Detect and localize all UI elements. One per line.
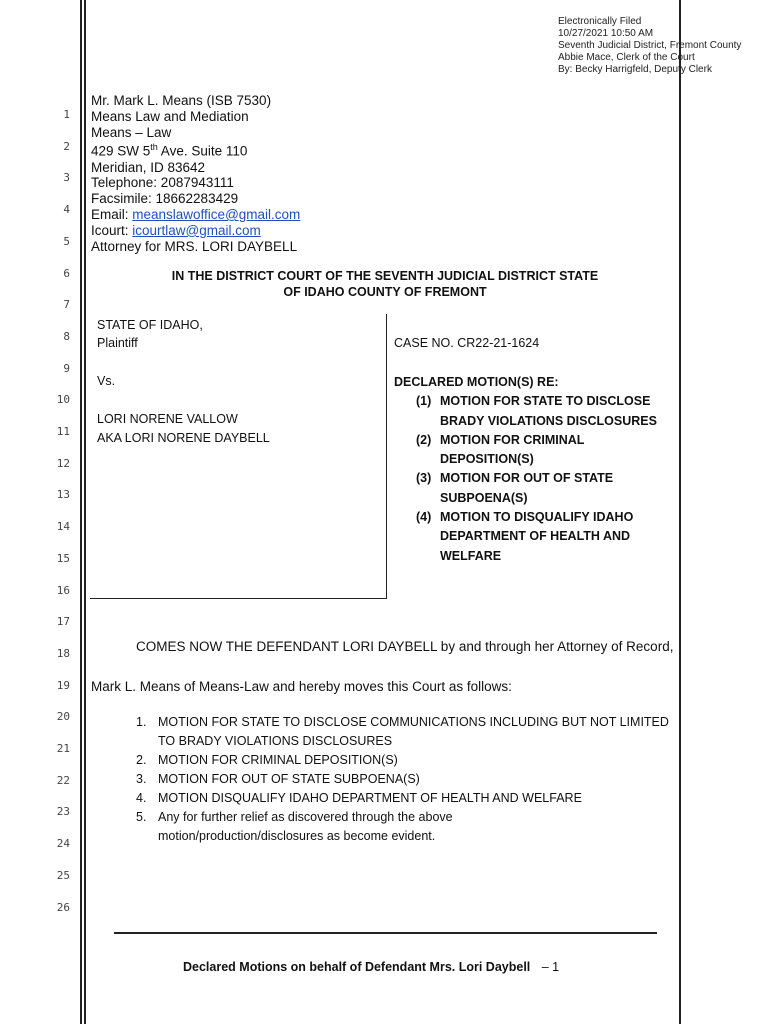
city-state-zip: Meridian, ID 83642 (91, 159, 206, 175)
plaintiff-role: Plaintiff (97, 336, 138, 350)
motion-number: (1) (416, 394, 432, 409)
relief-item (136, 808, 678, 846)
line-number: 25 (56, 868, 70, 882)
line-number: 20 (56, 710, 70, 724)
defendant-name: LORI NORENE VALLOW (97, 412, 238, 426)
facsimile: Facsimile: 18662283429 (91, 191, 239, 207)
motion-number: (2) (416, 432, 432, 447)
firm-short-name: Means – Law (91, 124, 172, 140)
motion-item (394, 431, 670, 470)
declared-motions (394, 373, 670, 566)
line-number: 4 (63, 203, 70, 217)
motion-item (394, 469, 670, 508)
line-number: 18 (56, 646, 70, 660)
firm-name: Means Law and Mediation (91, 108, 249, 124)
relief-number: 4. (136, 791, 147, 805)
footer-page-number: – 1 (541, 960, 560, 974)
relief-item (136, 789, 678, 808)
line-number: 22 (56, 773, 70, 787)
telephone: Telephone: 2087943111 (91, 175, 234, 191)
stamp-line: Abbie Mace, Clerk of the Court (558, 52, 695, 63)
line-number: 13 (56, 488, 70, 502)
relief-text: MOTION FOR CRIMINAL DEPOSITION(S) (158, 753, 398, 767)
stamp-line: 10/27/2021 10:50 AM (558, 28, 654, 39)
filing-stamp (558, 16, 741, 76)
line-number: 11 (56, 425, 70, 438)
line-number: 16 (56, 583, 70, 597)
line-number: 19 (56, 678, 70, 692)
motion-text: MOTION FOR OUT OF STATE SUBPOENA(S) (440, 471, 614, 505)
declared-heading: DECLARED MOTION(S) RE: (394, 375, 559, 389)
street-rest: Ave. Suite 110 (157, 143, 248, 159)
caption-bottom-rule (90, 598, 387, 599)
caption-divider (386, 314, 387, 599)
relief-text: MOTION FOR OUT OF STATE SUBPOENA(S) (158, 772, 420, 786)
left-margin-rule-outer (80, 0, 82, 1024)
line-number: 14 (56, 520, 70, 534)
line-number: 7 (63, 298, 70, 312)
line-number: 23 (56, 805, 70, 819)
relief-item (136, 751, 678, 770)
line-number: 12 (56, 456, 70, 470)
footer-rule (114, 932, 657, 934)
icourt-row (91, 223, 300, 239)
email-link[interactable]: meanslawoffice@gmail.com (132, 207, 301, 223)
line-number: 8 (63, 329, 70, 343)
line-number: 2 (63, 139, 70, 153)
motion-text: MOTION FOR STATE TO DISCLOSE BRADY VIOLATIONS DISCLOSURES (440, 394, 657, 428)
stamp-line: Seventh Judicial District, Fremont County (558, 40, 742, 51)
line-number: 26 (56, 900, 70, 914)
relief-text: Any for further relief as discovered through the above motion/production/disclosures as become evident. (158, 810, 453, 843)
versus-label: Vs. (97, 374, 116, 388)
relief-number: 3. (136, 772, 147, 786)
motion-number: (4) (416, 510, 432, 525)
line-number: 15 (56, 551, 70, 565)
email-row (91, 207, 300, 223)
icourt-label: Icourt: (91, 222, 133, 238)
case-number: CASE NO. CR22-21-1624 (394, 336, 540, 350)
line-number: 10 (56, 393, 70, 407)
relief-list (136, 713, 678, 846)
body-paragraph-2: Mark L. Means of Means-Law and hereby moves this Court as follows: (91, 679, 512, 694)
motion-text: MOTION FOR CRIMINAL DEPOSITION(S) (440, 432, 585, 467)
relief-number: 2. (136, 753, 147, 767)
footer (183, 960, 559, 974)
motion-text: MOTION TO DISQUALIFY IDAHO DEPARTMENT OF HEALTH AND WELFARE (440, 510, 634, 563)
attorney-for: Attorney for MRS. LORI DAYBELL (91, 238, 298, 254)
relief-item (136, 713, 678, 751)
line-number: 5 (63, 234, 70, 248)
attorney-block (91, 93, 300, 254)
right-margin-rule (679, 0, 681, 1024)
line-number: 6 (63, 266, 70, 280)
email-label: Email: (91, 207, 133, 223)
line-number: 3 (63, 171, 70, 185)
stamp-line: By: Becky Harrigfeld, Deputy Clerk (558, 64, 712, 75)
defendant-aka: AKA LORI NORENE DAYBELL (97, 431, 270, 445)
street-address (91, 140, 300, 159)
court-heading-line2: OF IDAHO COUNTY OF FREMONT (283, 285, 487, 299)
attorney-name: Mr. Mark L. Means (ISB 7530) (91, 93, 272, 108)
line-number: 1 (63, 108, 70, 121)
line-number: 21 (56, 742, 70, 755)
relief-number: 5. (136, 810, 147, 824)
motion-item (394, 392, 670, 431)
relief-item (136, 770, 678, 789)
line-number: 17 (56, 615, 70, 629)
motion-number: (3) (416, 471, 432, 486)
footer-title: Declared Motions on behalf of Defendant Mrs. Lori Daybell (183, 960, 531, 974)
relief-text: MOTION FOR STATE TO DISCLOSE COMMUNICATIONS INCLUDING BUT NOT LIMITED TO BRADY VIOLATIONS DISCLOSURES (158, 715, 669, 748)
relief-text: MOTION DISQUALIFY IDAHO DEPARTMENT OF HEALTH AND WELFARE (158, 791, 582, 805)
line-number: 24 (56, 837, 70, 851)
icourt-link[interactable]: icourtlaw@gmail.com (132, 222, 261, 238)
motion-item (394, 508, 670, 566)
relief-number: 1. (136, 715, 147, 729)
court-heading-line1: IN THE DISTRICT COURT OF THE SEVENTH JUDICIAL DISTRICT STATE (171, 269, 599, 283)
street-number: 429 SW 5 (91, 143, 151, 159)
stamp-line: Electronically Filed (558, 16, 642, 27)
body-paragraph-1: COMES NOW THE DEFENDANT LORI DAYBELL by and through her Attorney of Record, (136, 639, 674, 654)
plaintiff-name: STATE OF IDAHO, (97, 318, 203, 332)
line-number: 9 (63, 361, 70, 375)
left-margin-rule-inner (84, 0, 86, 1024)
street-ordinal: th (150, 142, 158, 153)
